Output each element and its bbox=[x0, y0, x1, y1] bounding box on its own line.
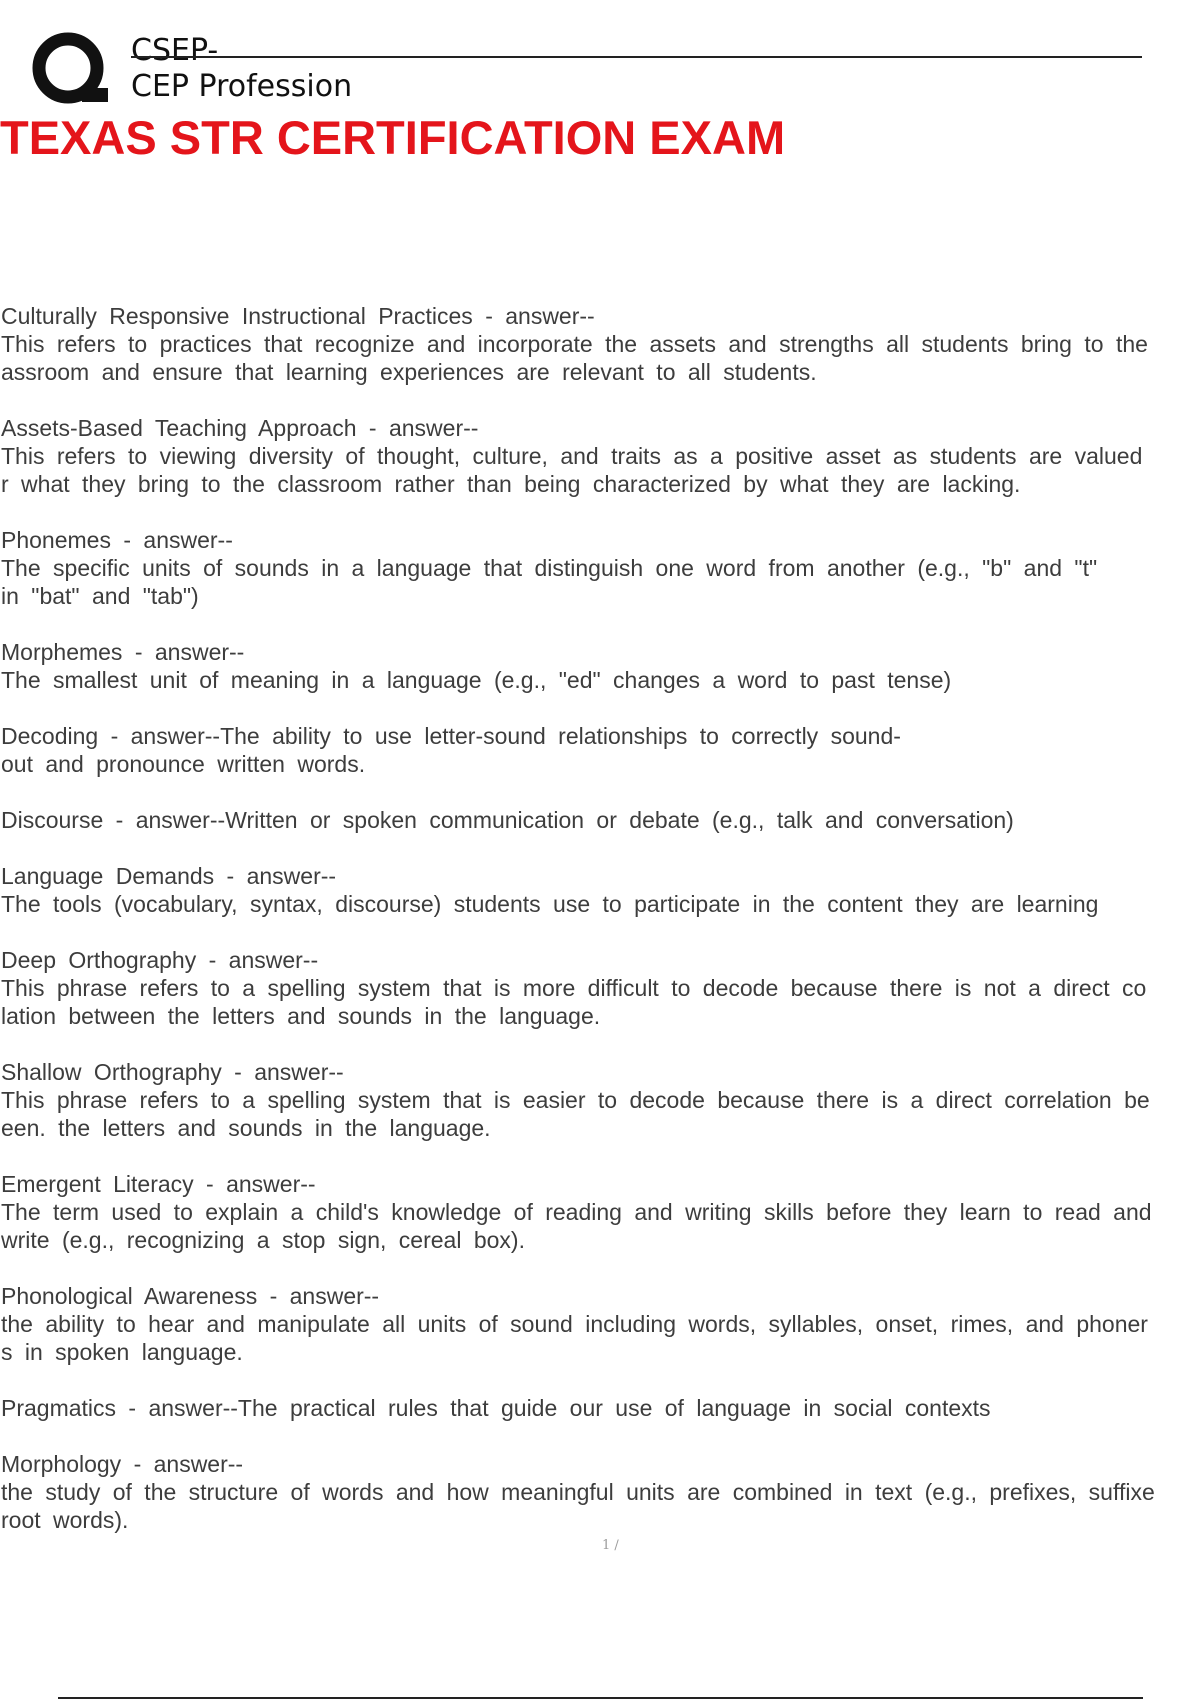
flashcard-entry bbox=[1, 862, 1200, 918]
entry-definition-line: This refers to viewing diversity of thought, culture, and traits as a positive asset as students are valued bbox=[1, 443, 1143, 469]
flashcard-entry bbox=[1, 722, 1200, 778]
entry-definition-line: lation between the letters and sounds in the language. bbox=[1, 1003, 601, 1029]
flashcard-entry bbox=[1, 1282, 1200, 1366]
entry-definition-line: een. the letters and sounds in the language. bbox=[1, 1115, 491, 1141]
entry-term-line: Deep Orthography - answer-- bbox=[1, 947, 319, 973]
header-divider bbox=[131, 56, 1142, 58]
entry-definition-line: the study of the structure of words and how meaningful units are combined in text (e.g., prefixes, suffixe bbox=[1, 1479, 1155, 1505]
entry-definition-line: r what they bring to the classroom rather than being characterized by what they are lacking. bbox=[1, 471, 1021, 497]
entry-term-line: Discourse - answer--Written or spoken communication or debate (e.g., talk and conversation) bbox=[1, 807, 1014, 833]
entry-term-line: Shallow Orthography - answer-- bbox=[1, 1059, 344, 1085]
entry-definition-line: The specific units of sounds in a language that distinguish one word from another (e.g., "b" and "t" bbox=[1, 555, 1098, 581]
entry-term-line: Phonological Awareness - answer-- bbox=[1, 1283, 380, 1309]
brand-name bbox=[131, 33, 352, 105]
entry-definition-line: root words). bbox=[1, 1507, 129, 1533]
flashcard-entry bbox=[1, 638, 1200, 694]
document-title: TEXAS STR CERTIFICATION EXAM bbox=[0, 111, 786, 164]
footer-divider bbox=[58, 1697, 1143, 1699]
entry-term-line: Decoding - answer--The ability to use letter-sound relationships to correctly sound- bbox=[1, 723, 901, 749]
entry-definition-line: The smallest unit of meaning in a language (e.g., "ed" changes a word to past tense) bbox=[1, 667, 952, 693]
entry-definition-line: out and pronounce written words. bbox=[1, 751, 366, 777]
entry-definition-line: s in spoken language. bbox=[1, 1339, 243, 1365]
flashcard-entry bbox=[1, 1058, 1200, 1142]
entry-definition-line: The term used to explain a child's knowledge of reading and writing skills before they learn to read and bbox=[1, 1199, 1152, 1225]
entry-term-line: Phonemes - answer-- bbox=[1, 527, 233, 553]
entry-definition-line: The tools (vocabulary, syntax, discourse) students use to participate in the content they are learning bbox=[1, 891, 1099, 917]
entry-definition-line: assroom and ensure that learning experiences are relevant to all students. bbox=[1, 359, 817, 385]
entry-definition-line: This phrase refers to a spelling system that is easier to decode because there is a direct correlation be bbox=[1, 1087, 1150, 1113]
entry-term-line: Assets-Based Teaching Approach - answer-- bbox=[1, 415, 479, 441]
entry-term-line: Pragmatics - answer--The practical rules that guide our use of language in social contexts bbox=[1, 1395, 991, 1421]
flashcard-entry bbox=[1, 302, 1200, 386]
page-number: 1 / bbox=[602, 1538, 619, 1553]
entry-definition-line: in "bat" and "tab") bbox=[1, 583, 199, 609]
entry-term-line: Morphology - answer-- bbox=[1, 1451, 244, 1477]
flashcard-entry bbox=[1, 946, 1200, 1030]
flashcard-list bbox=[1, 302, 1200, 1562]
entry-term-line: Culturally Responsive Instructional Practices - answer-- bbox=[1, 303, 595, 329]
entry-definition-line: write (e.g., recognizing a stop sign, cereal box). bbox=[1, 1227, 525, 1253]
flashcard-entry bbox=[1, 526, 1200, 610]
brand-line-1: CSEP- bbox=[131, 33, 219, 68]
flashcard-entry bbox=[1, 1450, 1200, 1534]
flashcard-entry bbox=[1, 1394, 1200, 1422]
entry-term-line: Emergent Literacy - answer-- bbox=[1, 1171, 316, 1197]
entry-term-line: Morphemes - answer-- bbox=[1, 639, 245, 665]
entry-definition-line: This phrase refers to a spelling system that is more difficult to decode because there is not a direct co bbox=[1, 975, 1147, 1001]
flashcard-entry bbox=[1, 806, 1200, 834]
flashcard-entry bbox=[1, 1170, 1200, 1254]
q-logo-icon bbox=[32, 30, 108, 110]
flashcard-entry bbox=[1, 414, 1200, 498]
entry-term-line: Language Demands - answer-- bbox=[1, 863, 337, 889]
brand-line-2: CEP Profession bbox=[131, 69, 353, 104]
entry-definition-line: This refers to practices that recognize and incorporate the assets and strengths all students bring to the bbox=[1, 331, 1148, 357]
entry-definition-line: the ability to hear and manipulate all units of sound including words, syllables, onset, rimes, and phoner bbox=[1, 1311, 1148, 1337]
